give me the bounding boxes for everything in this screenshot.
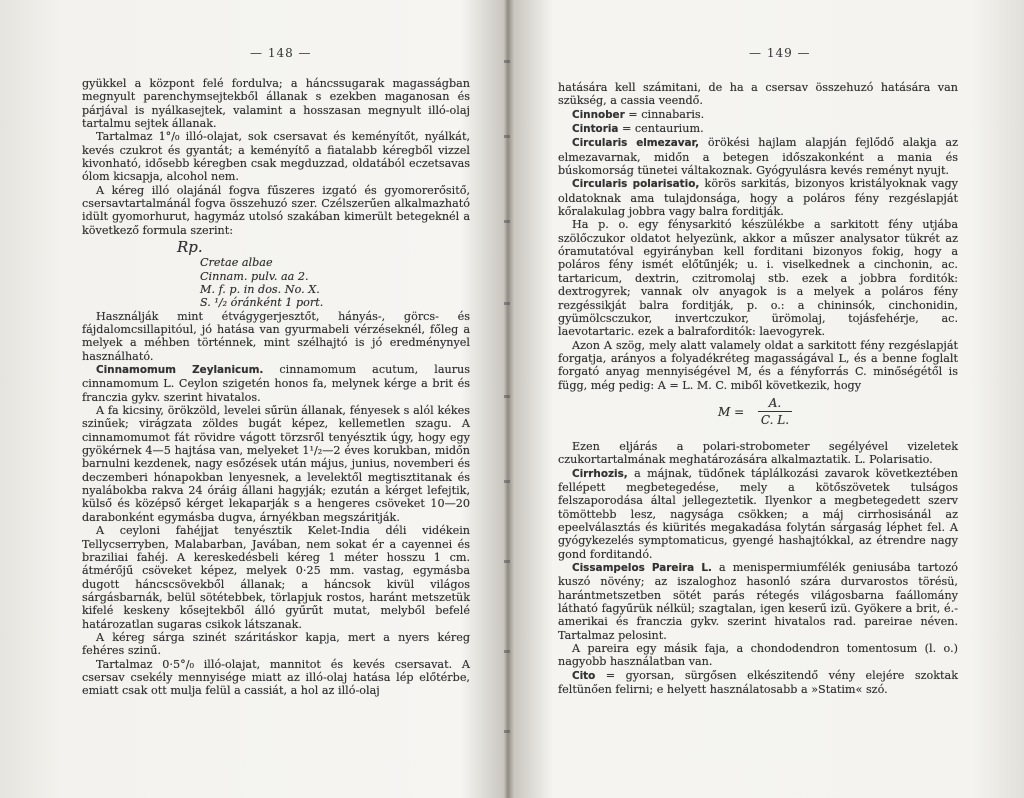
gutter-mark [504,480,510,483]
gutter-mark [504,730,510,733]
paragraph-text: = cinnabaris. [624,107,705,121]
paragraph [558,218,958,338]
paragraph [558,561,958,642]
paragraph-text: körös sarkitás, bizonyos kristályoknak vagy oldatoknak ama tulajdonsága, hogy a poláros fény rezgéslapját kőralakulag jobbra vagy balra forditják. [558,177,958,219]
left-paragraphs-after [82,310,470,698]
paragraph [82,524,470,631]
prescription-line: Cinnam. pulv. aa 2. [200,269,309,283]
paragraph-text: gyükkel a központ felé fordulva; a háncssugarak magasságban megnyult parenchymsejtekből állanak s ezekben maganosan és párjával is nyálkasejtek, valamint a hosszasan megnyult illó-olaj tartalmu sejtek állanak. [82,77,470,131]
paragraph-text: a menispermiumfélék geniusába tartozó kuszó növény; az iszaloghoz hasonló szára durvarostos törésü, harántmetszetben sötét parás rétegés világosbarna faállomány látható fagyűrük nélkül; szagtalan, igen keserű izü. Gyökere a brit, é.-amerikai és franczia gykv. szerint hivatalos rad. pareirae néven. Tartalmaz pelosint. [558,561,958,642]
gutter-mark [504,650,510,653]
formula [558,395,958,428]
page-number-right: — 149 — [749,46,811,60]
entry-term: Circularis polarisatio, [572,178,700,191]
gutter-mark [504,135,510,138]
right-paragraphs [558,81,958,392]
paragraph [82,130,470,183]
paragraph-text: = gyorsan, sürgősen elkészitendő vény elejére szoktak feltünően felirni; e helyett használatosabb a »Statim« szó. [558,668,958,697]
prescription-label: Rp. [177,238,203,257]
paragraph [558,440,958,467]
prescription-line: S. ¹/₂ óránként 1 port. [200,296,324,310]
paragraph [558,122,958,136]
paragraph-text: A fa kicsiny, örökzöld, levelei sűrün állanak, fényesek s alól kékes szinűek; virágzata zöldes bugát képez, kellemetlen szagu. A cinnamomumot fát rövidre vágott törzsről tenyésztik úgy, hogy egy gyökérnek 4—5 hajtása van, melyeket 1¹/₂—2 éves korukban, midőn barnulni kezdenek, nagy esőzések után május, junius, novemberi és deczemberi hónapokban lenyesnek, a levelektől megtisztitanak és nyalábokba rakva 24 óráig állani hagyják; ezután a kérget lefejtik, külső és középső kérget lekaparják s a hengeres csöveket 10—20 darabonként egymásba dugva, árnyékban megszáritják. [82,404,470,524]
entry-term: Cintoria [572,123,619,136]
paragraph-text: A kéreg illó olajánál fogva fűszeres izgató és gyomorerősitő, csersavtartalmánál fogva összehuzó szer. Czélszerűen alkalmazható idült gyomorhurut, hagymáz utolsó szakában kimerült betegeknél a következő formula szerint: [82,183,470,237]
gutter-mark [504,302,510,305]
paragraph-text: Ha p. o. egy fénysarkitó készülékbe a sarkitott fény utjába szölőczukor oldatot helyezünk, akkor a műszer analysator tükrét az óramutatóval egyirányban kell forditani bizonyos fokig, hogy a poláros fény ismét előtűnjék; u. i. viselkednek a cinchonin, ac. tartaricum, dextrin, czitromolaj stb. ezek a jobbra forditók: dextrogyrek; vannak olv anyagok is a melyek a poláros fény rezgéssikját balra forditják, p. o.: a chininsók, cinchonidin, gyümölcsczukor, invertczukor, ürömolaj, tojásfehérje, ac. laevotartaric. ezek a balraforditók: laevogyrek. [558,218,958,339]
paragraph [82,631,470,658]
paragraph [558,177,958,218]
right-page [514,0,1024,798]
paragraph-text: hatására kell számitani, de ha a csersav összehuzó hatására van szükség, a cassia veendő. [558,81,958,108]
paragraph-text: cinnamomum acutum, laurus cinnamomum L. Ceylon szigetén honos fa, melynek kérge a brit és franczia gykv. szerint hivatalos. [82,363,470,404]
right-paragraphs-after [558,440,958,697]
entry-term: Cirrhozis, [572,467,628,480]
gutter-mark [504,395,510,398]
paragraph [82,310,470,363]
paragraph [558,339,958,392]
prescription-line: M. f. p. in dos. No. X. [200,283,320,297]
formula-denominator: C. L. [760,412,790,427]
formula-lhs: M = [718,404,745,419]
gutter-mark [504,560,510,563]
paragraph [558,136,958,177]
entry-term: Circularis elmezavar, [572,137,700,150]
prescription-lines [82,256,470,309]
formula-numerator: A. [758,397,792,412]
paragraph-text: Tartalmaz 0·5°/₀ illó-olajat, mannitot és kevés csersavat. A csersav csekély mennyisége miatt az illó-olaj hatása lép előtérbe, emiatt csak ott mulja felül a cassiát, a hol az illó-olaj [82,657,470,698]
entry-term: Cinnamomum Zeylanicum. [96,364,264,377]
paragraph-text: a májnak, tüdőnek táplálkozási zavarok következtében fellépett megbetegedése, mely a kötőszövetek tulságos felszaporodása által jellegeztetik. Ilyenkor a megbetegedett szerv tömöttebb lesz, nagysága csökken; a máj cirrhosisánál az epeelválasztás és kiürités megakadása folytán sárgaság léphet fel. A gyógykezelés symptomaticus, gyengé hashajtókkal, az étrendre nagy gond forditandó. [558,466,958,561]
entry-term: Cissampelos Pareira L. [572,562,712,574]
paragraph [558,81,958,108]
gutter-mark [504,220,510,223]
paragraph [558,669,958,697]
paragraph-text: örökési hajlam alapján fejlődő alakja az elmezavarnak, midőn a betegen időszakonként a mania és búskomorság tünetei váltakoznak. Gyógyulásra kevés reményt nyujt. [558,136,958,178]
paragraph [558,642,958,669]
right-page-text [558,81,958,696]
paragraph-text: = centaurium. [618,122,704,136]
paragraph-text: A pareira egy másik faja, a chondodendron tomentosum (l. o.) nagyobb használatban van. [558,642,958,669]
gutter-mark [504,60,510,63]
prescription-line: Cretae albae [200,256,273,270]
paragraph-text: A ceyloni fahéjjat tenyésztik Kelet-India déli vidékein Tellycserryben, Malabarban, Javában, nem sokat ér a cayennei és braziliai fahéj. A kereskedésbeli kéreg 1 méter hosszu 1 cm. átmérőjű csöveket képez, melyek 0·25 mm. vastag, egymásba dugott háncscsövekből állanak; a háncsok kivül világos sárgásbarnák, belül sötétebbek, törlapjuk rostos, haránt metszetük kifelé keskeny kősejtekből álló gyűrűt mutat, melyből befelé határozatlan sugaras csikok látszanak. [82,524,470,631]
paragraph [82,658,470,698]
gutter-marks [500,40,514,760]
paragraph-text: Azon A szög, mely alatt valamely oldat a sarkitott fény rezgéslapját forgatja, arányos a folyadékréteg magasságával L, és a benne foglalt forgató anyag mennyiségével M, és a fényforrás C. minőségétől is függ, még pedig: A = L. M. C. miből következik, hogy [558,338,958,392]
entry-term: Cinnober [572,108,625,121]
left-page-text [82,77,470,698]
left-paragraphs [82,77,470,237]
paragraph-text: Ezen eljárás a polari-strobometer segélyével vizeletek czukortartalmának meghatározására alkalmaztatik. L. Polarisatio. [558,439,958,467]
page-number-left: — 148 — [250,46,312,60]
paragraph [82,404,470,524]
paragraph [558,467,958,561]
paragraph-text: Tartalmaz 1°/₀ illó-olajat, sok csersavat és keményítőt, nyálkát, kevés czukrot és gyantát; a keményítő a fiatalabb kéregből vizzel kivonható, idősebb kéregben csak megduzzad, oldatából eczetsavas ólom kicsapja, alcohol nem. [82,130,470,184]
paragraph [82,77,470,130]
entry-term: Cito [572,669,596,682]
left-page [0,0,508,798]
paragraph [82,184,470,237]
paragraph [558,108,958,122]
paragraph [82,363,470,404]
paragraph-text: Használják mint étvágygerjesztőt, hányás-, görcs- és fájdalomcsillapitóul, jó hatása van gyurmabeli vérzéseknél, főleg a melyek a méhben történnek, mint szélhajtó is jó eredménynyel használható. [82,309,470,363]
paragraph-text: A kéreg sárga szinét száritáskor kapja, mert a nyers kéreg fehéres szinű. [82,630,470,658]
